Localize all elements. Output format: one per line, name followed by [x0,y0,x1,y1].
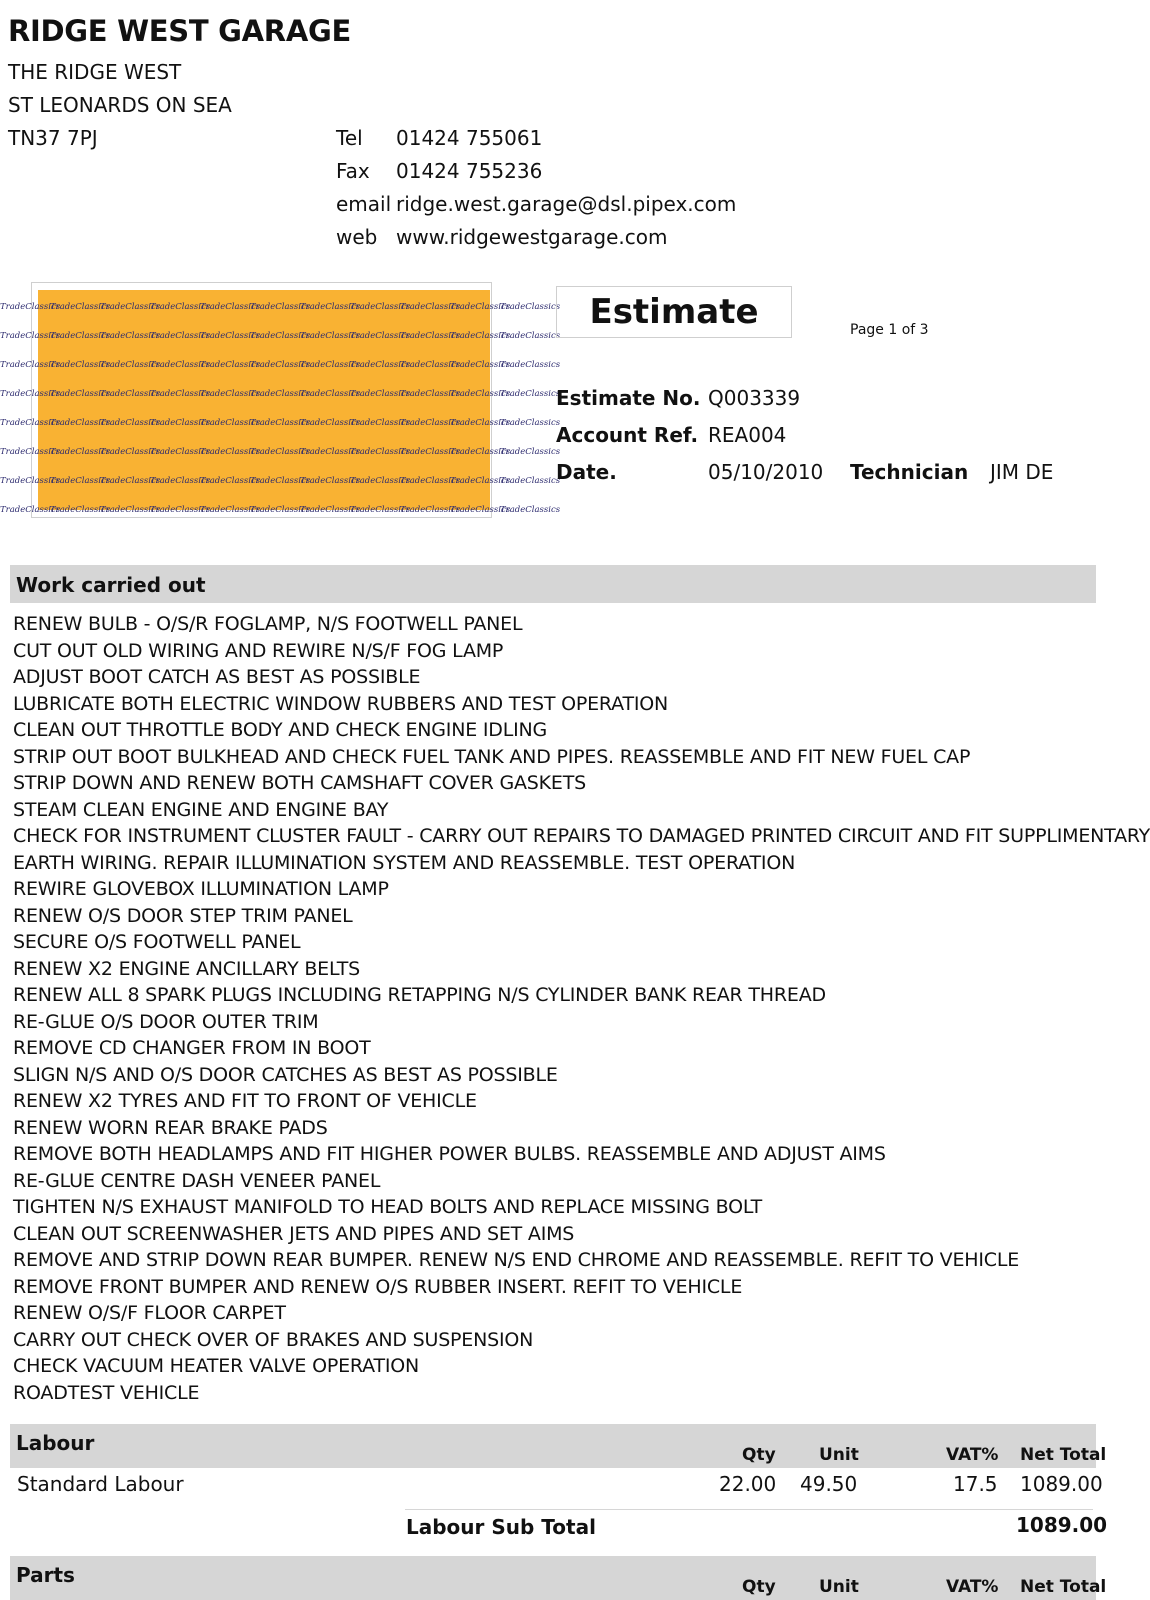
logo-wordmark: TradeClassics [100,360,161,370]
web-value: www.ridgewestgarage.com [396,225,668,249]
logo-wordmark: TradeClassics [350,476,411,486]
work-line: REWIRE GLOVEBOX ILLUMINATION LAMP [13,878,389,900]
logo-wordmark: TradeClassics [400,418,461,428]
work-line: LUBRICATE BOTH ELECTRIC WINDOW RUBBERS AND TEST OPERATION [13,692,669,715]
labour-description: Standard Labour [17,1472,184,1496]
logo-wordmark: TradeClassics [300,360,361,370]
logo-wordmark: TradeClassics [300,447,361,457]
parts-unit-header: Unit [819,1577,859,1597]
labour-net: 1089.00 [1020,1472,1103,1496]
logo-wordmark: TradeClassics [350,302,411,312]
logo-wordmark: TradeClassics [450,302,511,312]
logo-wordmark: TradeClassics [250,302,311,312]
logo-wordmark: TradeClassics [250,360,311,370]
date-label: Date. [556,460,617,484]
logo-wordmark: TradeClassics [150,418,211,428]
work-line: RENEW WORN REAR BRAKE PADS [13,1116,328,1139]
logo-wordmark: TradeClassics [50,505,111,515]
logo-wordmark: TradeClassics [450,331,511,341]
logo-wordmark: TradeClassics [300,302,361,312]
logo-wordmark: TradeClassics [0,447,61,457]
logo-wordmark: TradeClassics [300,476,361,486]
logo-wordmark: TradeClassics [350,418,411,428]
logo-wordmark: TradeClassics [200,476,261,486]
labour-vat-header: VAT% [946,1445,999,1465]
logo-wordmark: TradeClassics [50,302,111,312]
work-line: CLEAN OUT THROTTLE BODY AND CHECK ENGINE IDLING [13,719,548,741]
logo-wordmark: TradeClassics [400,505,461,515]
parts-section-title: Parts [16,1563,75,1587]
logo-wordmark: TradeClassics [200,505,261,515]
logo-wordmark: TradeClassics [100,331,161,341]
technician-value: JIM DE [990,460,1054,484]
parts-section-header [10,1556,1107,1600]
work-line: RENEW X2 ENGINE ANCILLARY BELTS [13,957,360,980]
logo-wordmark: TradeClassics [400,447,461,457]
estimate-no-value: Q003339 [708,386,801,410]
logo-wordmark: TradeClassics [500,331,561,341]
labour-unit-header: Unit [819,1445,859,1465]
labour-section-title: Labour [16,1431,95,1455]
labour-net-header: Net Total [1020,1445,1107,1465]
logo-wordmark: TradeClassics [350,360,411,370]
logo-wordmark: TradeClassics [500,360,561,370]
logo-wordmark: TradeClassics [400,476,461,486]
work-line: RENEW ALL 8 SPARK PLUGS INCLUDING RETAPPING N/S CYLINDER BANK REAR THREAD [13,984,826,1006]
logo-wordmark: TradeClassics [50,360,111,370]
work-section-title: Work carried out [16,573,206,597]
work-line: REMOVE AND STRIP DOWN REAR BUMPER. RENEW N/S END CHROME AND REASSEMBLE. REFIT TO VEHICLE [13,1249,1020,1271]
work-line: RENEW X2 TYRES AND FIT TO FRONT OF VEHICLE [13,1090,477,1112]
labour-section-header [10,1424,1107,1468]
logo-wordmark: TradeClassics [250,331,311,341]
fax-label: Fax [336,159,370,183]
logo-wordmark: TradeClassics [250,418,311,428]
work-line: SLIGN N/S AND O/S DOOR CATCHES AS BEST AS POSSIBLE [13,1063,558,1086]
labour-subtotal-value: 1089.00 [1016,1513,1108,1537]
logo-wordmark: TradeClassics [500,302,561,312]
logo-wordmark: TradeClassics [100,389,161,399]
work-line: CARRY OUT CHECK OVER OF BRAKES AND SUSPENSION [13,1328,534,1351]
logo-wordmark: TradeClassics [50,418,111,428]
logo-wordmark: TradeClassics [300,331,361,341]
logo-wordmark: TradeClassics [300,418,361,428]
parts-net-header: Net Total [1020,1577,1107,1597]
work-line: RENEW O/S/F FLOOR CARPET [13,1302,286,1324]
work-line: CHECK VACUUM HEATER VALVE OPERATION [13,1355,420,1377]
logo-wordmark: TradeClassics [200,447,261,457]
logo-wordmark: TradeClassics [50,331,111,341]
logo-wordmark: TradeClassics [500,476,561,486]
logo-wordmark: TradeClassics [100,476,161,486]
labour-unit: 49.50 [800,1472,858,1496]
work-line: CLEAN OUT SCREENWASHER JETS AND PIPES AND SET AIMS [13,1222,575,1245]
address-line-1: THE RIDGE WEST [8,60,182,84]
work-line: ROADTEST VEHICLE [13,1381,200,1404]
parts-qty-header: Qty [742,1577,776,1597]
estimate-no-label: Estimate No. [556,386,701,410]
work-line: TIGHTEN N/S EXHAUST MANIFOLD TO HEAD BOLTS AND REPLACE MISSING BOLT [13,1196,763,1218]
technician-label: Technician [850,460,969,484]
web-label: web [336,225,378,249]
work-line: REMOVE CD CHANGER FROM IN BOOT [13,1037,371,1059]
logo-wordmark: TradeClassics [100,418,161,428]
work-line: REMOVE FRONT BUMPER AND RENEW O/S RUBBER INSERT. REFIT TO VEHICLE [13,1275,743,1298]
parts-vat-header: VAT% [946,1577,999,1597]
logo-wordmark: TradeClassics [450,505,511,515]
logo-wordmark: TradeClassics [200,360,261,370]
logo-wordmark: TradeClassics [250,389,311,399]
logo-wordmark: TradeClassics [400,389,461,399]
logo-wordmark: TradeClassics [500,418,561,428]
work-line: EARTH WIRING. REPAIR ILLUMINATION SYSTEM AND REASSEMBLE. TEST OPERATION [13,851,796,874]
logo-wordmark: TradeClassics [500,389,561,399]
logo-wordmark: TradeClassics [0,418,61,428]
work-line: CHECK FOR INSTRUMENT CLUSTER FAULT - CARRY OUT REPAIRS TO DAMAGED PRINTED CIRCUIT AND FIT SUPPLIMENTARY [13,825,1150,847]
work-line: RENEW BULB - O/S/R FOGLAMP, N/S FOOTWELL PANEL [13,613,523,635]
logo-wordmark: TradeClassics [200,389,261,399]
trade-classics-logo [0,290,561,515]
logo-wordmark: TradeClassics [0,389,61,399]
address-line-2: ST LEONARDS ON SEA [8,93,232,117]
work-line: REMOVE BOTH HEADLAMPS AND FIT HIGHER POWER BULBS. REASSEMBLE AND ADJUST AIMS [13,1143,886,1165]
logo-wordmark: TradeClassics [450,476,511,486]
logo-wordmark: TradeClassics [250,476,311,486]
work-line: CUT OUT OLD WIRING AND REWIRE N/S/F FOG LAMP [13,639,504,662]
logo-wordmark: TradeClassics [0,505,61,515]
work-line: RE-GLUE O/S DOOR OUTER TRIM [13,1010,319,1033]
logo-wordmark: TradeClassics [100,505,161,515]
logo-wordmark: TradeClassics [50,389,111,399]
logo-wordmark: TradeClassics [350,505,411,515]
logo-wordmark: TradeClassics [100,302,161,312]
tel-value: 01424 755061 [396,126,543,150]
logo-wordmark: TradeClassics [0,302,61,312]
logo-wordmark: TradeClassics [150,360,211,370]
logo-wordmark: TradeClassics [150,476,211,486]
logo-wordmark: TradeClassics [250,447,311,457]
work-line: RENEW O/S DOOR STEP TRIM PANEL [13,904,353,927]
document-title: Estimate [556,286,792,338]
logo-wordmark: TradeClassics [450,418,511,428]
account-ref-value: REA004 [708,423,787,447]
date-value: 05/10/2010 [708,460,824,484]
logo-wordmark: TradeClassics [400,360,461,370]
work-line: STRIP OUT BOOT BULKHEAD AND CHECK FUEL TANK AND PIPES. REASSEMBLE AND FIT NEW FUEL CAP [13,745,971,768]
email-value: ridge.west.garage@dsl.pipex.com [396,192,737,216]
logo-wordmark: TradeClassics [100,447,161,457]
email-label: email [336,192,392,216]
logo-wordmark: TradeClassics [500,447,561,457]
logo-wordmark: TradeClassics [200,331,261,341]
address-line-3: TN37 7PJ [8,126,98,150]
logo-wordmark: TradeClassics [0,476,61,486]
work-line: ADJUST BOOT CATCH AS BEST AS POSSIBLE [13,666,421,688]
logo-pattern [0,290,561,515]
logo-wordmark: TradeClassics [400,302,461,312]
company-name: RIDGE WEST GARAGE [8,14,351,48]
logo-wordmark: TradeClassics [50,447,111,457]
subtotal-divider [405,1509,1093,1510]
labour-qty: 22.00 [719,1472,777,1496]
logo-wordmark: TradeClassics [300,505,361,515]
work-section-header [10,565,1096,603]
labour-qty-header: Qty [742,1445,776,1465]
logo-wordmark: TradeClassics [200,418,261,428]
logo-wordmark: TradeClassics [50,476,111,486]
logo-wordmark: TradeClassics [0,331,61,341]
logo-wordmark: TradeClassics [150,389,211,399]
fax-value: 01424 755236 [396,159,543,183]
logo-wordmark: TradeClassics [150,331,211,341]
logo-wordmark: TradeClassics [350,389,411,399]
logo-frame [0,282,561,518]
logo-wordmark: TradeClassics [150,505,211,515]
account-ref-label: Account Ref. [556,423,699,447]
work-line: RE-GLUE CENTRE DASH VENEER PANEL [13,1169,381,1192]
logo-wordmark: TradeClassics [300,389,361,399]
logo-wordmark: TradeClassics [350,447,411,457]
logo-wordmark: TradeClassics [200,302,261,312]
work-line: STRIP DOWN AND RENEW BOTH CAMSHAFT COVER GASKETS [13,772,586,794]
tel-label: Tel [336,126,363,150]
logo-wordmark: TradeClassics [450,360,511,370]
labour-subtotal-label: Labour Sub Total [406,1515,596,1539]
page-number: Page 1 of 3 [850,322,929,338]
logo-wordmark: TradeClassics [150,302,211,312]
logo-wordmark: TradeClassics [250,505,311,515]
logo-wordmark: TradeClassics [450,389,511,399]
logo-wordmark: TradeClassics [400,331,461,341]
work-line: SECURE O/S FOOTWELL PANEL [13,931,301,953]
logo-wordmark: TradeClassics [0,360,61,370]
logo-wordmark: TradeClassics [150,447,211,457]
logo-wordmark: TradeClassics [450,447,511,457]
work-line: STEAM CLEAN ENGINE AND ENGINE BAY [13,798,389,821]
labour-vat: 17.5 [953,1472,998,1496]
logo-wordmark: TradeClassics [500,505,561,515]
logo-wordmark: TradeClassics [350,331,411,341]
work-list [13,611,1150,1406]
